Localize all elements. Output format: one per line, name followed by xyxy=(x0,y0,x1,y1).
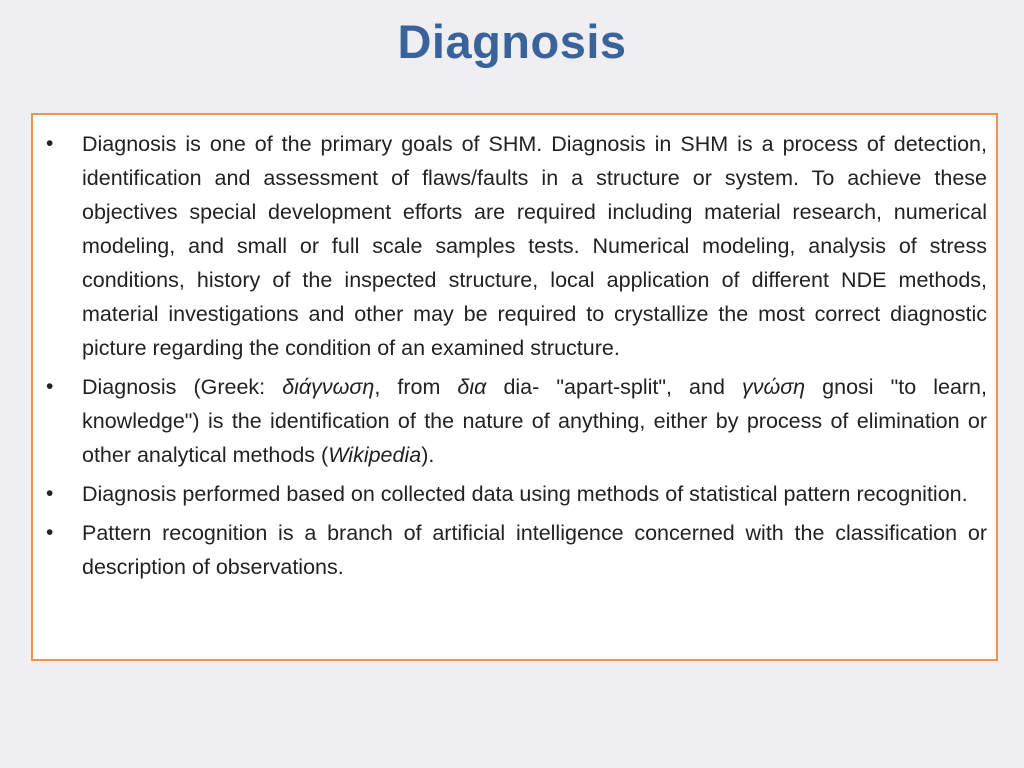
bullet-item-1 xyxy=(42,127,987,365)
wikipedia-reference: Wikipedia xyxy=(328,443,422,467)
bullet-icon: • xyxy=(46,482,54,505)
bullet-text-1 xyxy=(82,132,987,360)
bullet-text-2 xyxy=(82,375,987,467)
bullet-icon: • xyxy=(46,375,54,398)
greek-word-dia: δια xyxy=(457,375,487,399)
bullet-text-3 xyxy=(82,482,968,506)
bullet-2-text-d: gnosi "to learn, knowledge") is the identification of the nature of anything, either by process of elimination or other analytical methods ( xyxy=(82,375,987,467)
bullet-2-text-e: ). xyxy=(421,443,435,467)
bullet-2-text-b: , from xyxy=(374,375,458,399)
bullet-icon: • xyxy=(46,521,54,544)
bullet-item-4 xyxy=(42,516,987,584)
slide-title: Diagnosis xyxy=(397,15,627,68)
greek-word-diagnosi: διάγνωση xyxy=(282,375,375,399)
bullet-2-text-a: Diagnosis (Greek: xyxy=(82,375,283,399)
bullet-text-4 xyxy=(82,521,987,579)
content-box xyxy=(31,113,998,661)
bullet-list xyxy=(42,127,987,584)
greek-word-gnosi: γνώση xyxy=(741,375,806,399)
bullet-2-text-c: dia- "apart-split", and xyxy=(486,375,742,399)
bullet-item-3 xyxy=(42,477,987,511)
bullet-item-2 xyxy=(42,370,987,472)
bullet-3-text: Diagnosis performed based on collected data using methods of statistical pattern recognition. xyxy=(82,482,968,506)
bullet-icon: • xyxy=(46,132,54,155)
bullet-4-text: Pattern recognition is a branch of artificial intelligence concerned with the classification or description of observations. xyxy=(82,521,987,579)
bullet-1-text: Diagnosis is one of the primary goals of SHM. Diagnosis in SHM is a process of detection, identification and assessment of flaws/faults in a structure or system. To achieve these objectives special development efforts are required including material research, numerical modeling, and small or full scale samples tests. Numerical modeling, analysis of stress conditions, history of the inspected structure, local application of different NDE methods, material investigations and other may be required to crystallize the most correct diagnostic picture regarding the condition of an examined structure. xyxy=(82,132,987,360)
